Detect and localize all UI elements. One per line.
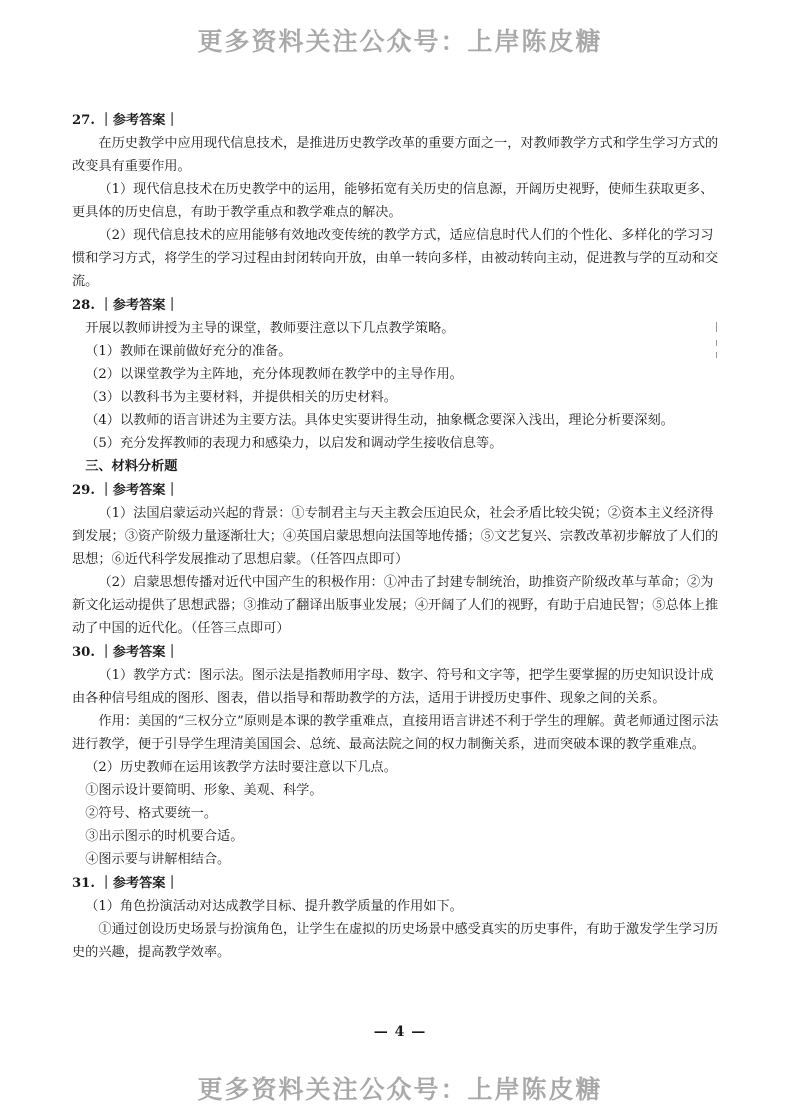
q30-effect: 作用：美国的“三权分立”原则是本课的教学重难点，直接用语言讲述不利于学生的理解。黄老师通过图示法进行教学，便于引导学生理清美国国会、总统、最高法院之间的权力制衡关系，进而突破本课的教学重难点。 [72,714,719,752]
q30-heading: 30. ｜参考答案｜ [72,645,179,660]
q28-item: （3）以教科书为主要材料，并提供相关的历史材料。 [85,390,397,405]
q29-part-2: （2）启蒙思想传播对近代中国产生的积极作用：①冲击了封建专制统治，助推资产阶级改革与革命；②为新文化运动提供了思想武器；③推动了翻译出版事业发展；④开阔了人们的视野，有助于启迪民智；⑤总体上推动了中国的近代化。（任答三点即可） [72,575,719,636]
q30-part-2: （2）历史教师在运用该教学方法时要注意以下几点。 [85,760,397,775]
scan-mark [716,340,717,346]
page-number: — 4 — [373,1024,427,1040]
q29-part-1: （1）法国启蒙运动兴起的背景：①专制君主与天主教会压迫民众，社会矛盾比较尖锐；②资本主义经济得到发展；③资产阶级力量逐渐壮大；④英国启蒙思想向法国等地传播；⑤文艺复兴、宗教改革初步解放了人们的思想；⑥近代科学发展推动了思想启蒙。（任答四点即可） [72,506,719,567]
q27-intro: 在历史教学中应用现代信息技术，是推进历史教学改革的重要方面之一，对教师教学方式和学生学习方式的改变具有重要作用。 [72,136,719,174]
q30-item: ③出示图示的时机要合适。 [85,829,244,844]
watermark-top: 更多资料关注公众号：上岸陈皮糖 [197,27,603,56]
q27-point-1: （1）现代信息技术在历史教学中的运用，能够拓宽有关历史的信息源，开阔历史视野，使师生获取更多、更具体的历史信息，有助于教学重点和教学难点的解决。 [72,182,714,220]
q30-part-1: （1）教学方式：图示法。图示法是指教师用字母、数字、符号和文字等，把学生要掌握的历史知识设计成由各种信号组成的图形、图表，借以指导和帮助教学的方法，适用于讲授历史事件、现象之间的关系。 [72,668,714,706]
page-content [72,108,722,964]
q27-point-2: （2）现代信息技术的应用能够有效地改变传统的教学方式，适应信息时代人们的个性化、多样化的学习习惯和学习方式，将学生的学习过程由封闭转向开放，由单一转向多样，由被动转向主动，促进教与学的互动和交流。 [72,228,719,289]
q29-heading: 29. ｜参考答案｜ [72,483,179,498]
q30-item: ②符号、格式要统一。 [85,806,218,821]
q28-item: （4）以教师的语言讲述为主要方法。具体史实要讲得生动，抽象概念要深入浅出，理论分析要深刻。 [85,413,674,428]
q27-heading: 27. ｜参考答案｜ [72,113,179,128]
scan-mark [716,352,717,358]
scan-mark [716,322,717,332]
q28-intro: 开展以教师讲授为主导的课堂，教师要注意以下几点教学策略。 [85,321,455,336]
q28-item: （1）教师在课前做好充分的准备。 [85,344,292,359]
q30-item: ④图示要与讲解相结合。 [85,852,231,867]
q30-item: ①图示设计要简明、形象、美观、科学。 [85,783,323,798]
q28-item: （2）以课堂教学为主阵地，充分体现教师在教学中的主导作用。 [85,367,463,382]
q31-point-1: ①通过创设历史场景与扮演角色，让学生在虚拟的历史场景中感受真实的历史事件，有助于激发学生学习历史的兴趣，提高教学效率。 [72,922,719,960]
section-title: 三、材料分析题 [85,459,178,474]
q28-item: （5）充分发挥教师的表现力和感染力，以启发和调动学生接收信息等。 [85,436,503,451]
watermark-bottom: 更多资料关注公众号：上岸陈皮糖 [197,1075,603,1104]
q28-heading: 28. ｜参考答案｜ [72,298,179,313]
q31-part-1: （1）角色扮演活动对达成教学目标、提升教学质量的作用如下。 [85,899,463,914]
q31-heading: 31. ｜参考答案｜ [72,876,179,891]
